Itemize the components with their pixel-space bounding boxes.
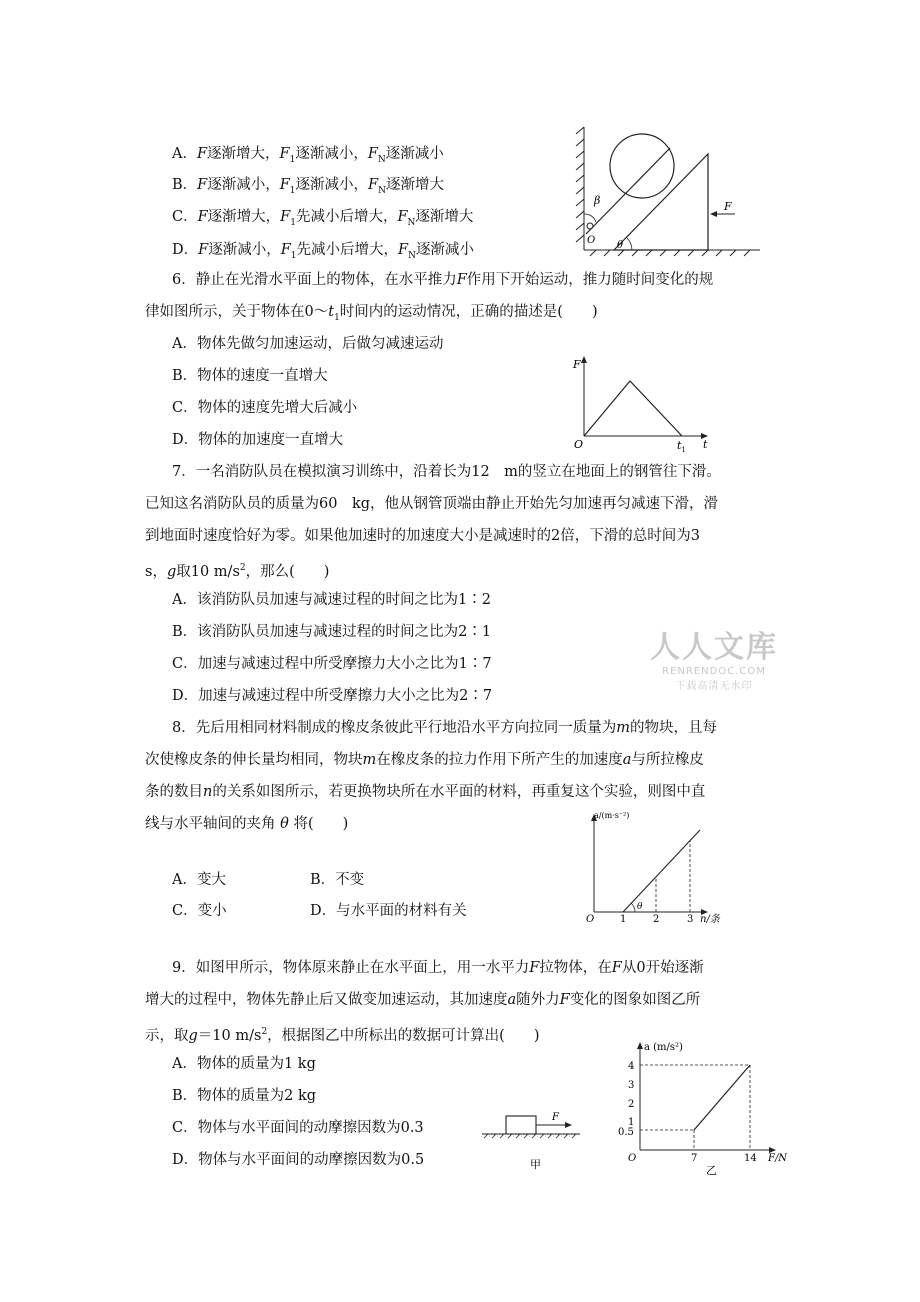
tick-1: 1 xyxy=(620,914,627,925)
sphere xyxy=(610,134,674,198)
q8-stem-line1: 8．先后用相同材料制成的橡皮条彼此平行地沿水平方向拉同一质量为m的物块，且每 xyxy=(172,720,717,736)
q7-option-a: A．该消防队员加速与减速过程的时间之比为1∶2 xyxy=(172,592,491,608)
block xyxy=(506,1116,536,1134)
q8-figure xyxy=(578,808,728,928)
watermark xyxy=(650,622,778,692)
q9-figure-yi xyxy=(612,1040,802,1180)
tick-x14: 14 xyxy=(744,1153,757,1164)
q8-stem-line2: 次使橡皮条的伸长量均相同，物块m在橡皮条的拉力作用下所产生的加速度a与所拉橡皮 xyxy=(145,752,704,768)
q7-option-b: B．该消防队员加速与减速过程的时间之比为2∶1 xyxy=(172,624,492,640)
o-label: O xyxy=(587,235,596,246)
y-axis-label: a (m/s²) xyxy=(644,1042,683,1053)
watermark-title: 人人文库 xyxy=(650,630,778,665)
wall-hatch xyxy=(576,127,584,250)
q7-stem-line1: 7．一名消防队员在模拟演习训练中，沿着长为12 m的竖立在地面上的钢管往下滑。 xyxy=(172,464,721,480)
t-axis-label: t xyxy=(703,438,708,451)
ground-hatch xyxy=(584,250,760,256)
q5-figure xyxy=(570,122,770,262)
data-line xyxy=(623,830,700,912)
theta-arc xyxy=(627,238,632,250)
incline-wedge xyxy=(614,154,708,250)
q9-stem-line3: 示，取g＝10 $m/s^2$，根据图乙中所标出的数据可计算出( ) xyxy=(145,1027,540,1044)
theta-arc xyxy=(631,903,635,912)
x-axis-label: F/N xyxy=(768,1153,788,1164)
force-label: F xyxy=(552,1112,559,1123)
tick-y2: 2 xyxy=(628,1099,635,1110)
q5-option-a: A．F逐渐增大，$F_1$逐渐减小，$F_N$逐渐减小 xyxy=(172,146,444,165)
beta-arc xyxy=(584,214,596,222)
q9-option-d: D．物体与水平面间的动摩擦因数为0.5 xyxy=(172,1152,425,1168)
tick-3: 3 xyxy=(687,914,694,925)
tick-y3: 3 xyxy=(628,1080,635,1091)
q6-stem-line2: 律如图所示，关于物体在$0\sim t_1$时间内的运动情况，正确的描述是( ) xyxy=(145,304,598,323)
origin-label: O xyxy=(628,1153,637,1164)
q8-option-b: B．不变 xyxy=(310,872,365,888)
q9-stem-line2: 增大的过程中，物体先静止后又做变加速运动，其加速度a随外力F变化的图象如图乙所 xyxy=(145,992,701,1008)
q7-stem-line2: 已知这名消防队员的质量为60 kg，他从钢管顶端由静止开始先匀加速再匀减速下滑，滑 xyxy=(145,496,719,512)
hinge xyxy=(587,223,593,229)
q6-option-d: D．物体的加速度一直增大 xyxy=(172,432,344,448)
q5-option-b: B．F逐渐减小，$F_1$逐渐减小，$F_N$逐渐增大 xyxy=(172,177,444,196)
caption-jia: 甲 xyxy=(530,1158,541,1171)
q8-stem-line4: 线与水平轴间的夹角 θ 将( ) xyxy=(145,816,349,832)
origin-label: O xyxy=(574,438,584,451)
tick-y4: 4 xyxy=(628,1061,635,1072)
tick-y05: 0.5 xyxy=(618,1127,634,1138)
q5-option-d: D．F逐渐减小，$F_1$先减小后增大，$F_N$逐渐减小 xyxy=(172,242,474,261)
beta-label: β xyxy=(594,194,601,207)
board xyxy=(586,148,670,234)
tick-2: 2 xyxy=(653,914,660,925)
q9-option-b: B．物体的质量为2 kg xyxy=(172,1088,317,1104)
q7-option-c: C．加速与减速过程中所受摩擦力大小之比为1∶7 xyxy=(172,656,492,672)
t1-label: $t_1$ xyxy=(677,439,686,454)
q8-stem-line3: 条的数目n的关系如图所示，若更换物块所在水平面的材料，再重复这个实验，则图中直 xyxy=(145,784,706,800)
force-arrowhead xyxy=(710,211,717,217)
q7-stem-line3: 到地面时速度恰好为零。如果他加速时的加速度大小是减速时的2倍，下滑的总时间为3 xyxy=(145,528,700,544)
q6-stem-line1: 6．静止在光滑水平面上的物体，在水平推力F作用下开始运动，推力随时间变化的规 xyxy=(172,272,714,288)
q9-option-c: C．物体与水平面间的动摩擦因数为0.3 xyxy=(172,1120,424,1136)
tick-y1: 1 xyxy=(628,1117,635,1128)
f-axis-label: F xyxy=(573,358,581,371)
q7-stem-line4: s，g取10 $m/s^2$，那么( ) xyxy=(145,563,330,580)
y-axis-label: a/(m·s⁻²) xyxy=(594,811,630,820)
force-label: F xyxy=(724,200,732,213)
q9-stem-line1: 9．如图甲所示，物体原来静止在水平面上，用一水平力F拉物体，在F从0开始逐渐 xyxy=(172,960,704,976)
origin-label: O xyxy=(586,914,595,925)
watermark-slogan: 下载高清无水印 xyxy=(675,681,753,692)
q6-figure xyxy=(568,354,718,454)
watermark-domain: RENRENDOC.COM xyxy=(662,666,766,677)
q9-figure-jia xyxy=(480,1106,590,1176)
q5-option-c: C．F逐渐增大，$F_1$先减小后增大，$F_N$逐渐增大 xyxy=(172,209,474,228)
theta-label: θ xyxy=(617,240,624,251)
data-line xyxy=(694,1065,750,1130)
theta-label: θ xyxy=(637,902,643,912)
q6-option-c: C．物体的速度先增大后减小 xyxy=(172,400,358,416)
q8-option-c: C．变小 xyxy=(172,903,227,919)
q9-option-a: A．物体的质量为1 kg xyxy=(172,1056,316,1072)
q8-option-a: A．变大 xyxy=(172,872,226,888)
q7-option-d: D．加速与减速过程中所受摩擦力大小之比为2∶7 xyxy=(172,688,493,704)
x-axis-label: n/条 xyxy=(700,914,720,925)
caption-yi: 乙 xyxy=(706,1164,717,1177)
q6-option-b: B．物体的速度一直增大 xyxy=(172,368,328,384)
q8-option-d: D．与水平面的材料有关 xyxy=(310,903,467,919)
tick-x7: 7 xyxy=(691,1153,698,1164)
q6-option-a: A．物体先做匀加速运动，后做匀减速运动 xyxy=(172,336,444,352)
force-curve xyxy=(584,381,682,436)
